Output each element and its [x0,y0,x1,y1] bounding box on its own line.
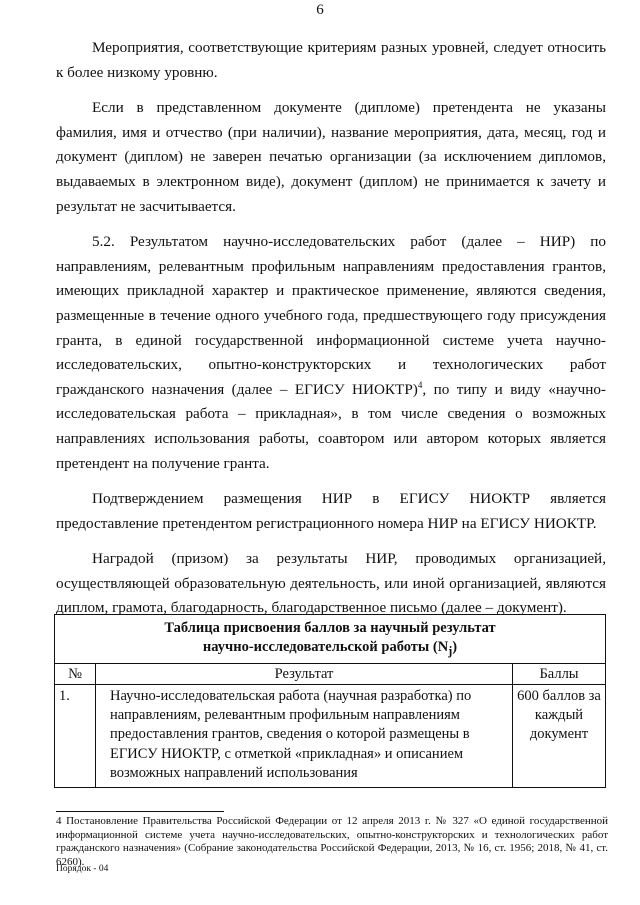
row-result: Научно-исследовательская работа (научная разработка) по направлениям, релевантным профильным направлениям предоставления грантов, сведения о которой размещены в ЕГИСУ НИОКТР, с отметкой «прикладная» и описанием возможных направлений использования [96,684,513,787]
paragraph-research-results-tail: , по типу и виду «научно-исследовательская работа – прикладная», в том числе сведения о возможных направлениях использования работы, соавтором или автором которых является претендент на получение гранта. [56,380,606,472]
header-no: № [55,663,96,684]
paragraph-research-results-text: 5.2. Результатом научно-исследовательских работ (далее – НИР) по направлениям, релевантным профильным направлениям предоставления грантов, имеющих прикладной характер и практическое применение, являются сведения, размещенные в течение одного учебного года, предшествующего году присуждения гранта, в единой государственной информационной системе учета научно-исследовательских, опытно-конструкторских и технологических работ гражданского назначения (далее – ЕГИСУ НИОКТР) [56,233,606,398]
page-number: 6 [316,2,324,18]
document-body [56,36,606,632]
table-row [55,684,606,787]
table-title-close: ) [452,639,458,655]
table-title-subscript: j [448,643,453,658]
paragraph-award: Наградой (призом) за результаты НИР, проводимых организацией, осуществляющей образовательную деятельность, или иной организацией, являются диплом, грамота, благодарность, благодарственное письмо (далее – документ). [56,550,606,617]
table-title-line2: научно-исследовательской работы (N [202,639,449,655]
order-code: Порядок - 04 [56,864,109,874]
score-table [54,614,606,788]
row-score: 600 баллов за каждый документ [513,684,606,787]
footnote-divider [56,811,224,812]
paragraph-confirmation: Подтверждением размещения НИР в ЕГИСУ НИОКТР является предоставление претендентом регистрационного номера НИР на ЕГИСУ НИОКТР. [56,490,606,532]
paragraph-diploma-requirements: Если в представленном документе (дипломе) претендента не указаны фамилия, имя и отчество (при наличии), название мероприятия, дата, месяц, год и документ (диплом) не заверен печатью организации (за исключением дипломов, выдаваемых в электронном виде), документ (диплом) не принимается к зачету и результат не засчитывается. [56,99,606,215]
paragraph-research-results [56,230,606,476]
header-result: Результат [96,663,513,684]
table-title-line1: Таблица присвоения баллов за научный результат [164,620,496,636]
table-title [55,615,606,664]
header-score: Баллы [513,663,606,684]
table-title-row [55,615,606,664]
footnote-reference[interactable]: 4 [417,379,423,390]
row-no: 1. [55,684,96,787]
paragraph-levels: Мероприятия, соответствующие критериям разных уровней, следует относить к более низкому уровню. [56,39,606,81]
table-header-row [55,663,606,684]
footnote: 4 Постановление Правительства Российской Федерации от 12 апреля 2013 г. № 327 «О единой государственной информационной системе учета научно-исследовательских, опытно-конструкторских и технологических работ гражданского назначения» (Собрание законодательства Российской Федерации, 2013, № 16, ст. 1956; 2018, № 41, ст. 6260). [56,815,608,868]
